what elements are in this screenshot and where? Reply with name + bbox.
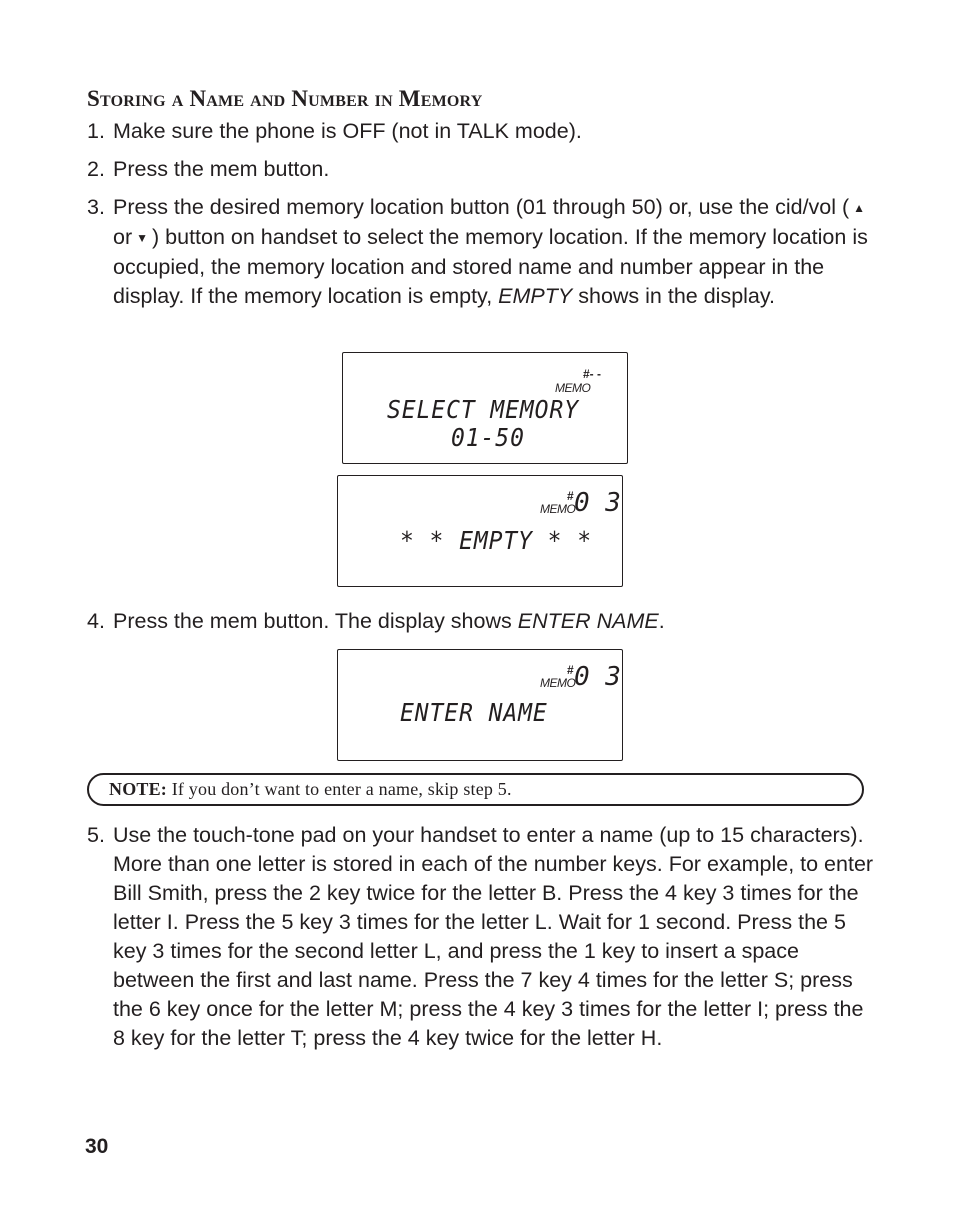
step-text: Press the desired memory location button (01 through 50) or, use the cid/vol ( ▲or ▼ ) button on handset to select the memory location. If the memory location is occupied, the memory location and stored name and number appear in the display. If the memory location is empty, EMPTY shows in the display. (113, 195, 868, 308)
memory-location-number: 0 3 (574, 662, 621, 692)
lcd-display-select-memory (342, 352, 628, 464)
step-text: Press the mem button. The display shows ENTER NAME. (113, 609, 665, 633)
step-number: 3. (87, 195, 105, 219)
lcd-display-empty (337, 475, 623, 587)
up-arrow-icon: ▲ (853, 201, 866, 215)
memo-indicator: MEMO (540, 676, 576, 690)
lcd-line-1: SELECT MEMORY (387, 395, 579, 424)
step-3 (87, 193, 877, 311)
down-arrow-icon: ▼ (136, 231, 149, 245)
memory-hash-indicator: # (567, 489, 574, 503)
step-5 (87, 821, 877, 1053)
step-number: 1. (87, 119, 105, 143)
step-text: Press the mem button. (113, 157, 330, 181)
memo-indicator: MEMO (555, 381, 591, 395)
enter-name-label: ENTER NAME (517, 609, 659, 633)
step-1 (87, 117, 877, 146)
lcd-line-2: 01-50 (451, 423, 525, 452)
step-number: 4. (87, 609, 105, 633)
step-text: Make sure the phone is OFF (not in TALK mode). (113, 119, 582, 143)
lcd-display-enter-name (337, 649, 623, 761)
step-text: Use the touch-tone pad on your handset to enter a name (up to 15 characters). More than one letter is stored in each of the number keys. For example, to enter Bill Smith, press the 2 key twice for the letter B. Press the 4 key 3 times for the letter I. Press the 5 key 3 times for the letter L. Wait for 1 second. Press the 5 key 3 times for the second letter L, and press the 1 key to insert a space between the first and last name. Press the 7 key 4 times for the letter S; press the 6 key once for the letter M; press the 4 key 3 times for the letter I; press the 8 key for the letter T; press the 4 key twice for the letter H. (113, 823, 874, 1050)
memory-hash-indicator: #- - (583, 367, 601, 381)
step-number: 2. (87, 157, 105, 181)
step-4 (87, 607, 877, 636)
empty-label: EMPTY (498, 284, 573, 308)
step-number: 5. (87, 823, 105, 847)
step-2 (87, 155, 877, 184)
page-number: 30 (85, 1135, 109, 1158)
memo-indicator: MEMO (540, 502, 576, 516)
memory-hash-indicator: # (567, 663, 574, 677)
note-box (87, 773, 864, 806)
lcd-line-1: ENTER NAME (400, 698, 548, 727)
memory-location-number: 0 3 (574, 488, 621, 518)
note-label: NOTE: (109, 779, 168, 799)
section-heading: Storing a Name and Number in Memory (87, 86, 483, 111)
note-text: If you don’t want to enter a name, skip step 5. (171, 779, 512, 799)
lcd-line-1: * * EMPTY * * (400, 526, 592, 555)
